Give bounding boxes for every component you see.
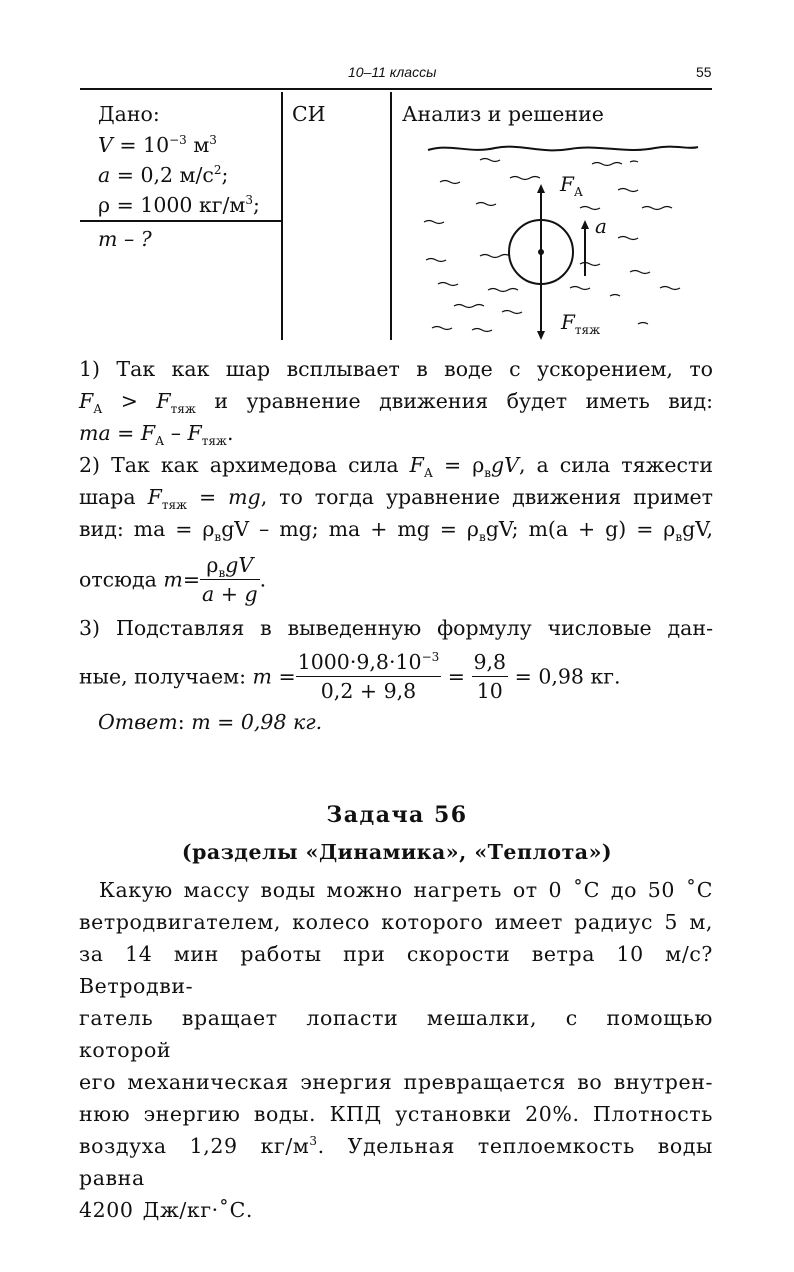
given-volume: $V = 10^{-3}$ $м^3$ <box>98 133 217 157</box>
given-underline <box>80 220 281 222</box>
water-ripples <box>424 159 680 337</box>
analysis-heading: Анализ и решение <box>402 102 604 126</box>
problem-statement: Какую массу воды можно нагреть от 0 ˚С до 50 ˚С ветродвигателем, колесо которого имеет радиус 5 м, за 14 мин работы при скорости ветра 10 м/с? Ветродви- гатель вращает лопасти мешалки, с помощью которой его механическая энергия превращается во внутрен- нюю энергию воды. КПД установки 20%. Плотность воздуха 1,29 $кг/м^3$. Удельная теплоемкость воды равна 4200 Дж/кг·˚С. <box>79 878 713 1222</box>
given-find: m – ? <box>98 227 152 251</box>
header-rule <box>80 88 712 90</box>
given-heading: Дано: <box>98 102 160 126</box>
problem-subtitle: (разделы «Динамика», «Теплота») <box>181 840 613 864</box>
running-header: 10–11 классы <box>348 64 437 80</box>
water-surface <box>428 147 698 151</box>
solution-step-2: 2) Так как архимедова сила $F_А = \rho_вgV$, а сила тяжести шара $F_{тяж}$ = mg, то тогда уравнение движения примет вид: ma = $\rho_вgV$ – mg; ma + mg = $\rho_вgV$; $m(a + g) = \rho_вgV$, отсюда m= $\frac{\rho_вgV}{a + g}$ . <box>79 453 713 606</box>
answer-line: Ответ: m = 0,98 кг. <box>98 710 323 734</box>
si-heading: СИ <box>292 102 326 126</box>
numeric-substitution: ные, получаем: m = $\frac{1000\cdot 9,8\cdot 10^{-3}}{0,2 + 9,8}$ = $\frac{9,8}{10}$ = 0,98 кг. <box>79 650 621 703</box>
problem-title: Задача 56 <box>326 802 468 828</box>
table-divider-left <box>281 92 283 340</box>
fa-label: $F_А$ <box>560 172 583 199</box>
given-acceleration: a = 0,2 $м/с^2$; <box>98 163 229 187</box>
table-divider-right <box>390 92 392 340</box>
force-diagram <box>410 138 710 343</box>
solution-step-3: 3) Подставляя в выведенную формулу числовые дан- ные, получаем: m = $\frac{1000\cdot 9,8\cdot 10^{-3}}{0,2 + 9,8}$ = $\frac{9,8}{10}$ = 0,98 кг. <box>79 616 713 703</box>
fg-label: $F_{тяж}$ <box>561 310 601 337</box>
page-number: 55 <box>696 64 712 80</box>
given-density: ρ = 1000 $кг/м^3$; <box>98 193 260 217</box>
solution-step-1: 1) Так как шар всплывает в воде с ускорением, то $F_А > F_{тяж}$ и уравнение движения будет иметь вид: ma = $F_А - F_{тяж}$. <box>79 357 713 449</box>
formula-m: отсюда m= $\frac{\rho_вgV}{a + g}$ . <box>79 553 267 606</box>
accel-label: a <box>595 214 607 238</box>
